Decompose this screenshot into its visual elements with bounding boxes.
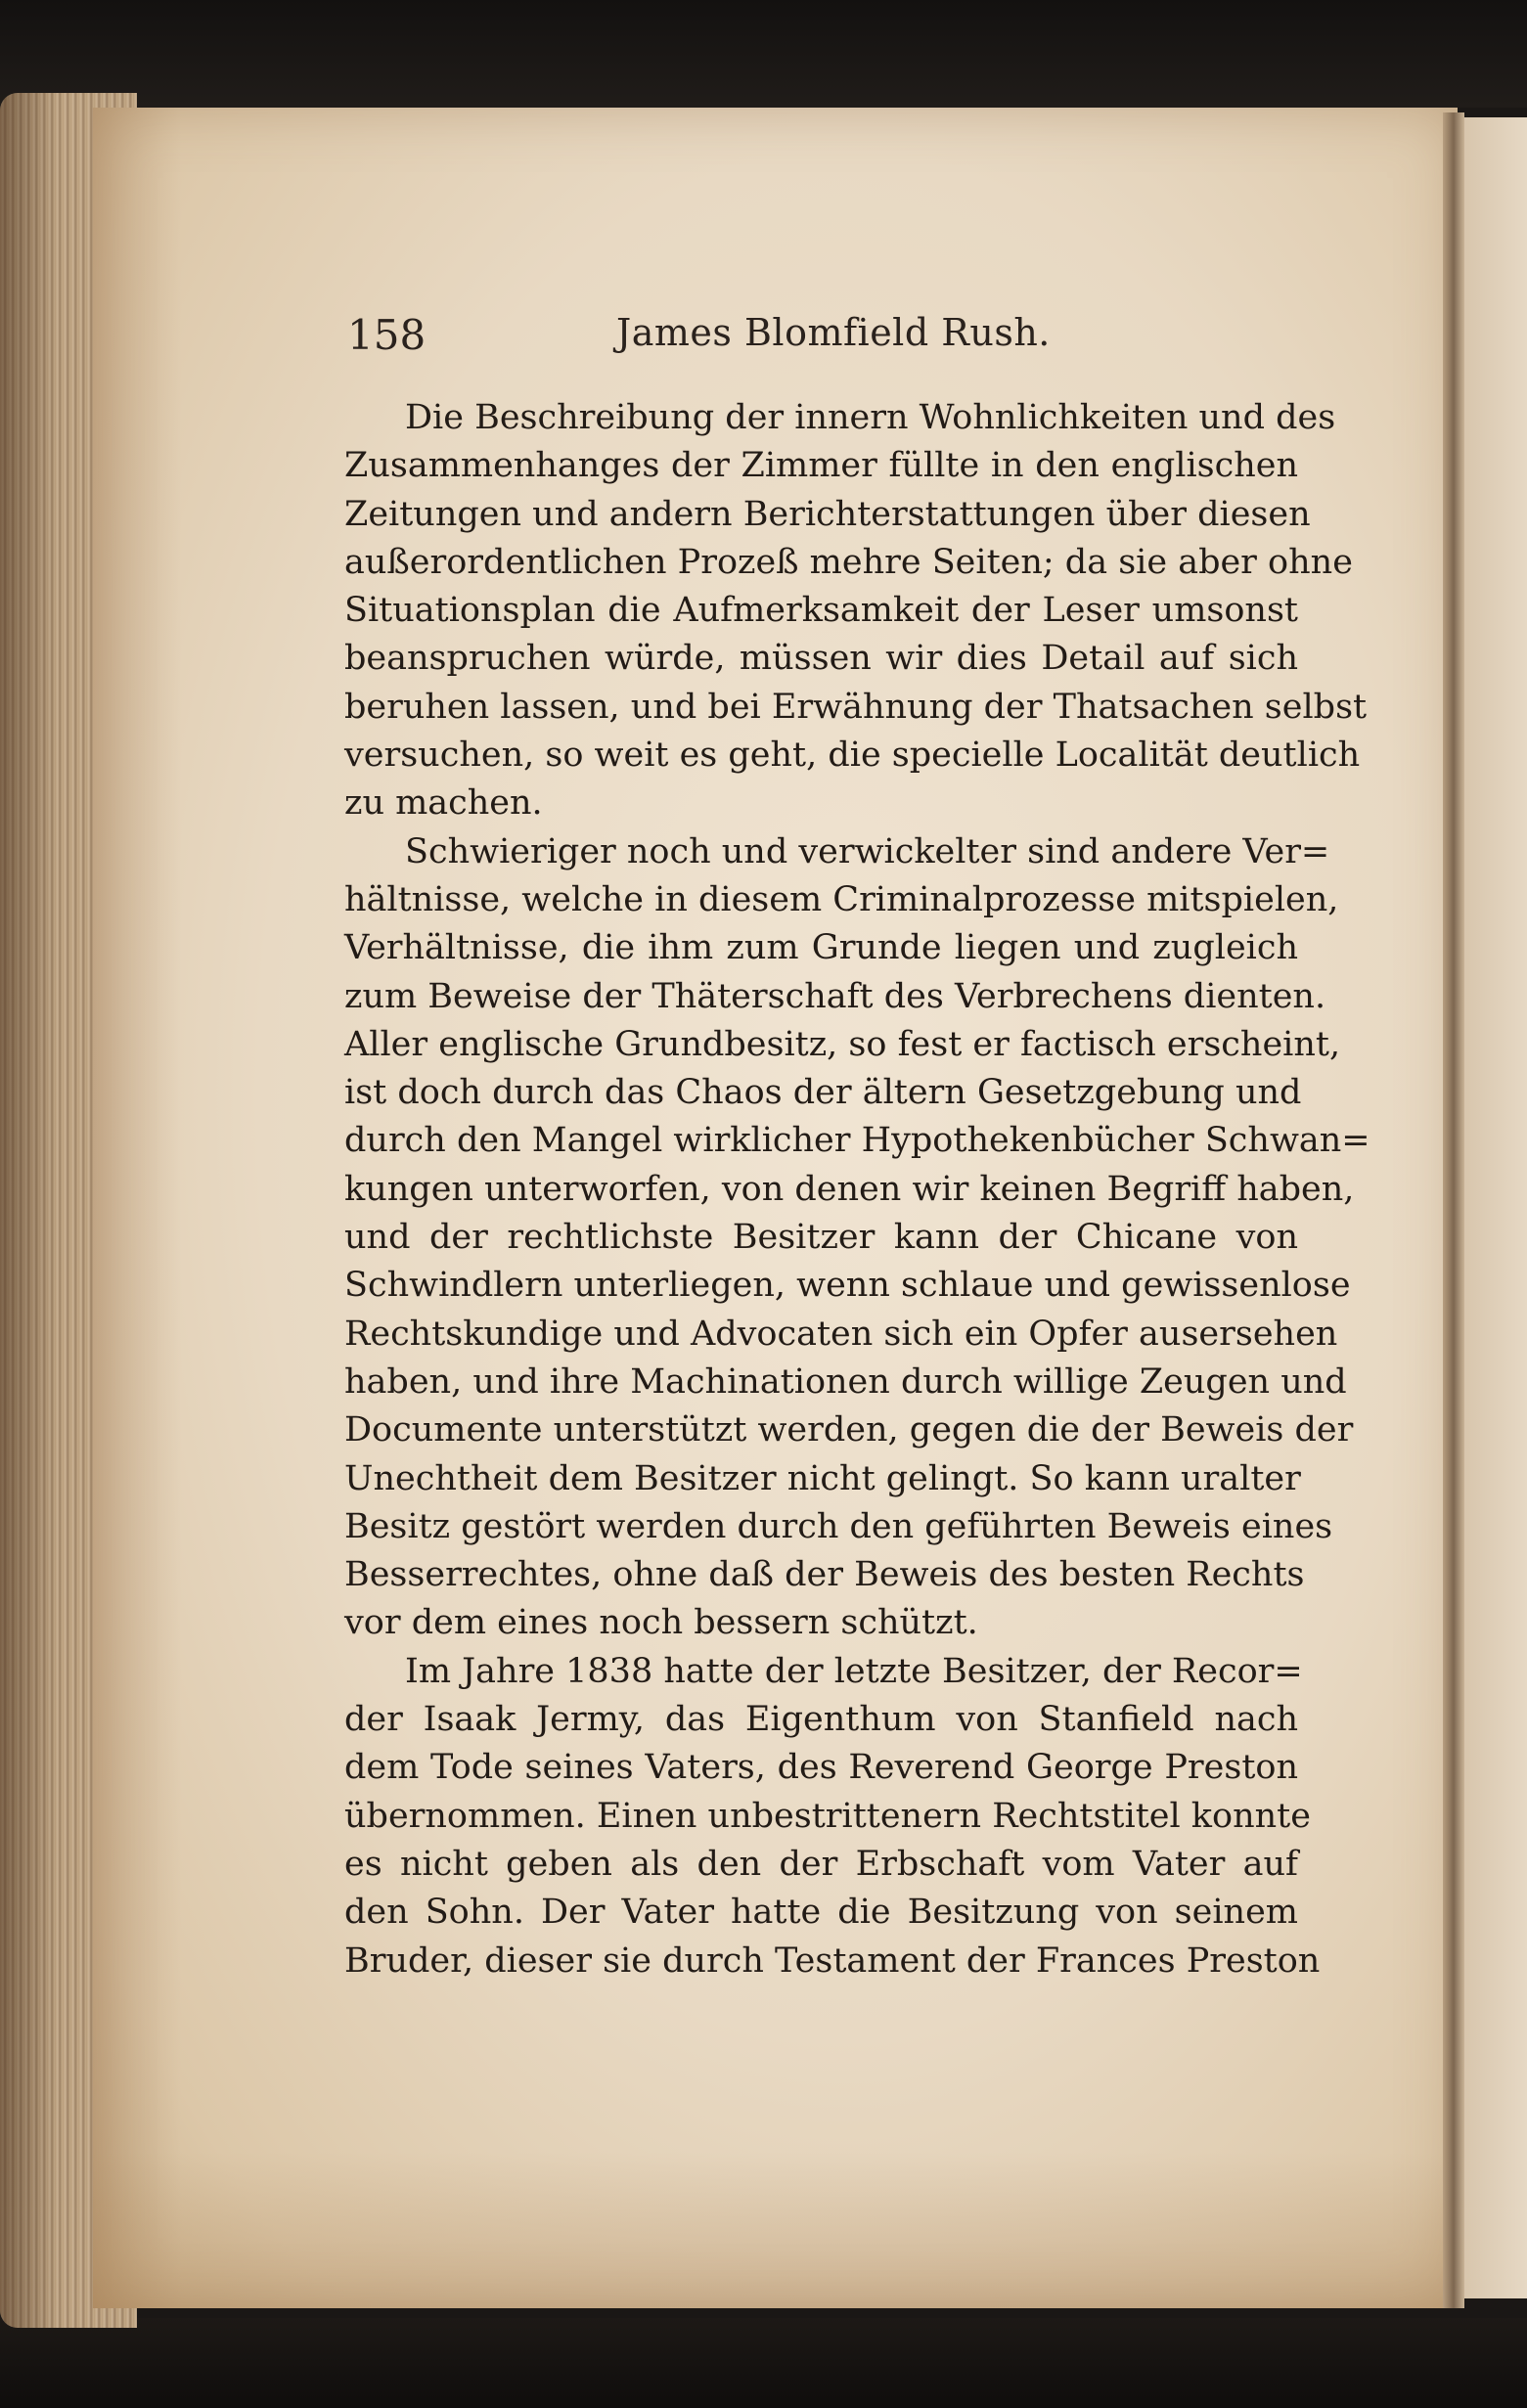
paragraph xyxy=(344,1648,1321,1985)
page-number: 158 xyxy=(347,311,427,359)
paragraph xyxy=(344,828,1370,1648)
text-line: den Sohn. Der Vater hatte die Besitzung von seinem xyxy=(344,1893,1298,1933)
paragraph xyxy=(344,394,1368,828)
running-head: James Blomfield Rush. xyxy=(616,311,1051,354)
text-line: außerordentlichen Prozeß mehre Seiten; da sie aber ohne xyxy=(344,542,1353,582)
text-line: zu machen. xyxy=(344,783,543,824)
text-line: haben, und ihre Machinationen durch willige Zeugen und xyxy=(344,1361,1347,1402)
text-line: Die Beschreibung der innern Wohnlichkeiten und des xyxy=(405,398,1336,437)
text-line: durch den Mangel wirklicher Hypothekenbücher Schwan= xyxy=(344,1121,1370,1161)
text-line: Aller englische Grundbesitz, so fest er factisch erscheint, xyxy=(344,1024,1341,1064)
text-line: Schwindlern unterliegen, wenn schlaue und gewissenlose xyxy=(344,1266,1351,1306)
text-line: Schwieriger noch und verwickelter sind andere Ver= xyxy=(405,831,1330,871)
text-line: zum Beweise der Thäterschaft des Verbrechens dienten. xyxy=(344,976,1326,1016)
text-line: Bruder, dieser sie durch Testament der Frances Preston xyxy=(344,1940,1321,1981)
text-line: Zusammenhanges der Zimmer füllte in den englischen xyxy=(344,446,1298,486)
page-stain-bottom xyxy=(93,2152,1458,2308)
text-line: es nicht geben als den der Erbschaft vom Vater auf xyxy=(344,1844,1298,1884)
book-gutter xyxy=(1443,112,1464,2308)
text-line: vor dem eines noch bessern schützt. xyxy=(344,1603,978,1643)
text-line: Situationsplan die Aufmerksamkeit der Leser umsonst xyxy=(344,591,1298,631)
body-text xyxy=(344,394,1370,1985)
page-stain-left xyxy=(93,108,181,2308)
text-line: Besserrechtes, ohne daß der Beweis des besten Rechts xyxy=(344,1555,1305,1595)
background-bottom xyxy=(0,2318,1527,2408)
page-edges-shadow xyxy=(0,93,59,2328)
text-line: Im Jahre 1838 hatte der letzte Besitzer, der Recor= xyxy=(405,1651,1303,1691)
text-line: der Isaak Jermy, das Eigenthum von Stanfield nach xyxy=(344,1700,1298,1740)
text-line: ist doch durch das Chaos der ältern Gesetzgebung und xyxy=(344,1073,1302,1113)
background-top xyxy=(0,0,1527,108)
facing-page-sliver xyxy=(1464,117,1527,2298)
text-line: Verhältnisse, die ihm zum Grunde liegen und zugleich xyxy=(344,928,1298,968)
text-line: hältnisse, welche in diesem Criminalprozesse mitspielen, xyxy=(344,879,1339,919)
page-header xyxy=(347,311,1301,370)
text-line: und der rechtlichste Besitzer kann der Chicane von xyxy=(344,1218,1298,1258)
text-line: Unechtheit dem Besitzer nicht gelingt. So kann uralter xyxy=(344,1458,1301,1498)
text-line: Besitz gestört werden durch den geführten Beweis eines xyxy=(344,1506,1333,1546)
text-line: beanspruchen würde, müssen wir dies Detail auf sich xyxy=(344,639,1298,679)
text-line: übernommen. Einen unbestrittenern Rechtstitel konnte xyxy=(344,1796,1311,1836)
text-line: Documente unterstützt werden, gegen die der Beweis der xyxy=(344,1410,1354,1450)
text-line: versuchen, so weit es geht, die specielle Localität deutlich xyxy=(344,736,1361,776)
text-line: dem Tode seines Vaters, des Reverend George Preston xyxy=(344,1748,1298,1788)
text-line: Rechtskundige und Advocaten sich ein Opfer ausersehen xyxy=(344,1314,1338,1354)
text-line: kungen unterworfen, von denen wir keinen Begriff haben, xyxy=(344,1169,1355,1209)
text-line: beruhen lassen, und bei Erwähnung der Thatsachen selbst xyxy=(344,687,1368,727)
text-line: Zeitungen und andern Berichterstattungen über diesen xyxy=(344,494,1311,534)
